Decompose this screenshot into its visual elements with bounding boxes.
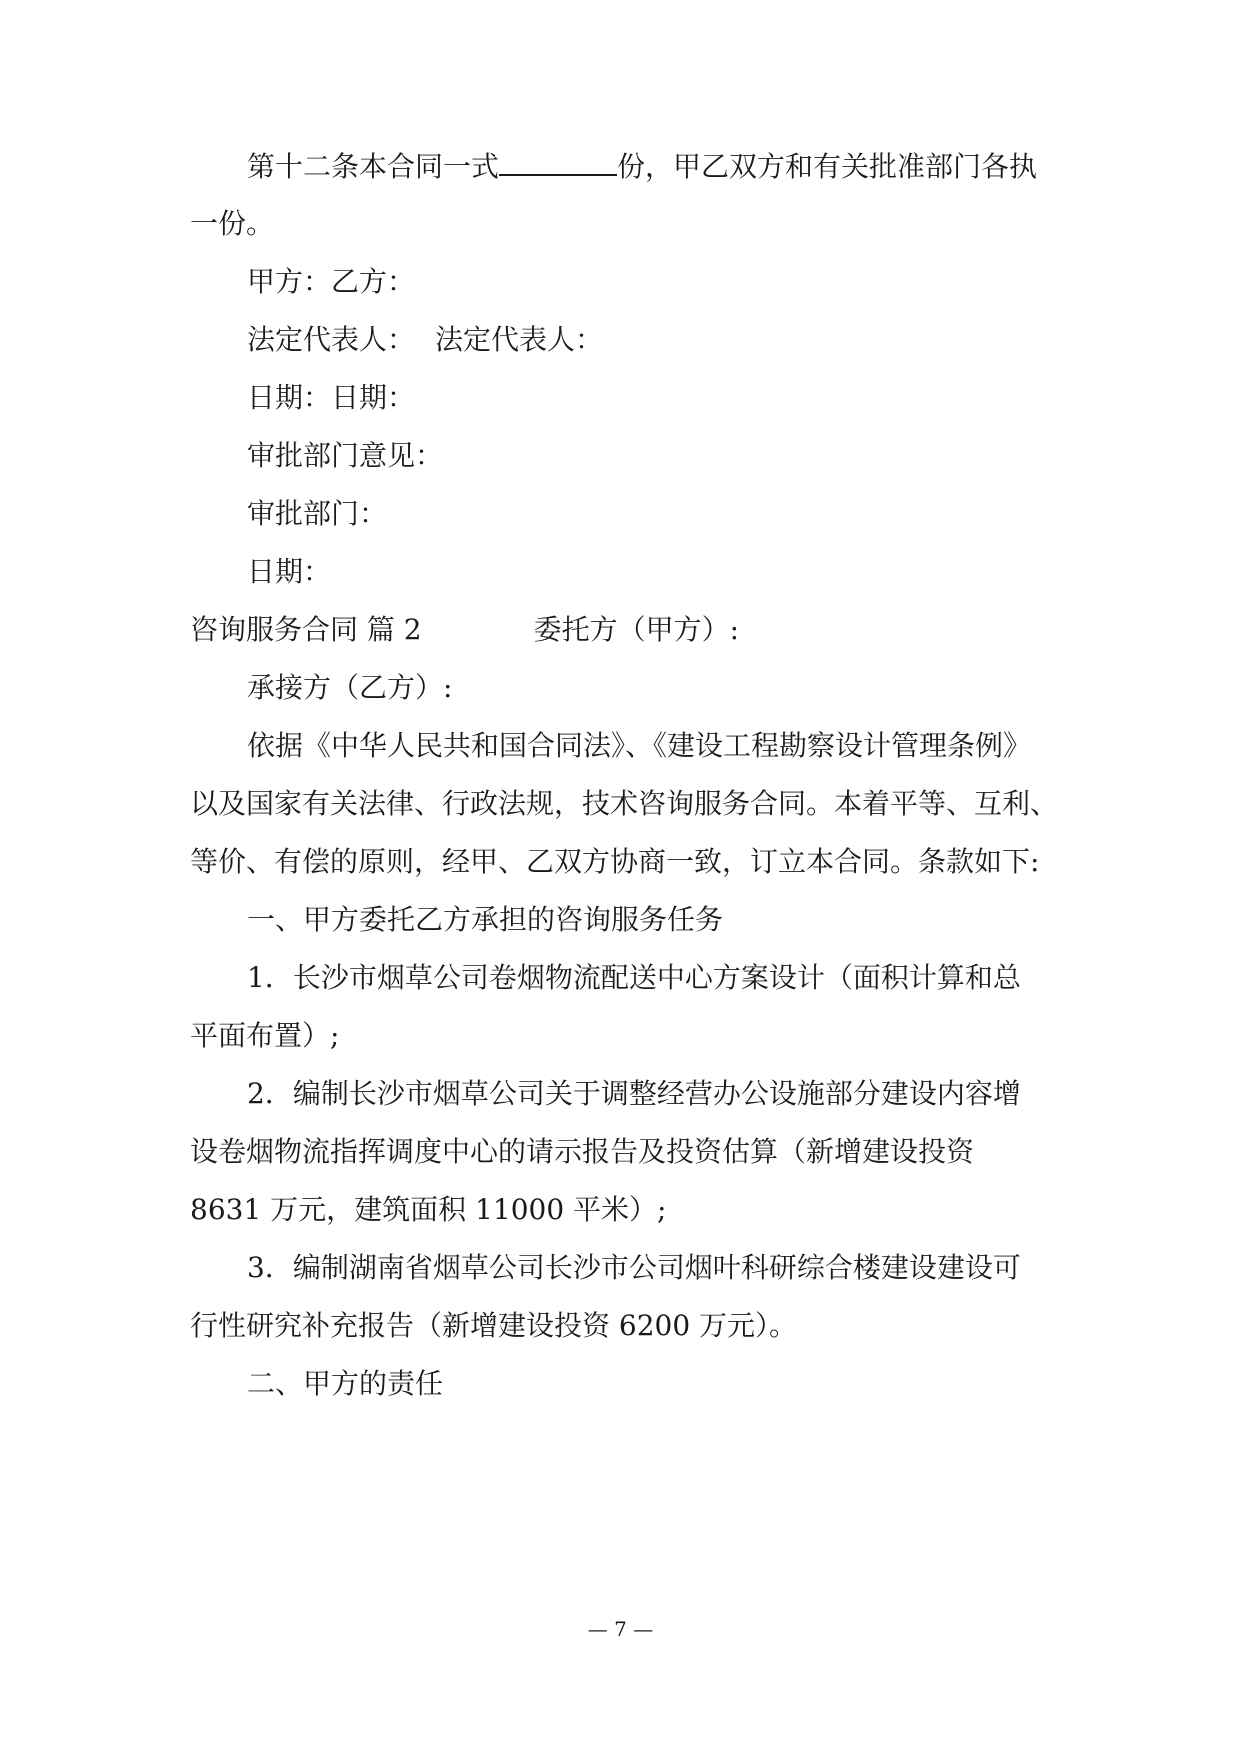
signature-representatives — [247, 322, 603, 358]
approval-date: 日期： — [247, 555, 332, 588]
rep-party-b: 法定代表人： — [435, 323, 604, 356]
item-2-line-3: 8631 万元，建筑面积 11000 平米）; — [190, 1193, 667, 1226]
item-2-line-2: 设卷烟物流指挥调度中心的请示报告及投资估算（新增建设投资 — [190, 1135, 975, 1168]
item-1-line-1: 1．长沙市烟草公司卷烟物流配送中心方案设计（面积计算和总 — [247, 961, 1021, 994]
item-2-line-1: 2．编制长沙市烟草公司关于调整经营办公设施部分建设内容增 — [247, 1077, 1021, 1110]
contract-2-title: 咨询服务合同 篇 2 — [190, 613, 422, 646]
clause-12-text-b: 份，甲乙双方和有关批准部门各执 — [617, 150, 1038, 183]
basis-line-1: 依据《中华人民共和国合同法》、《建设工程勘察设计管理条例》 — [247, 729, 1032, 762]
clause-12-line-2: 一份。 — [190, 207, 275, 240]
item-3-line-2: 行性研究补充报告（新增建设投资 6200 万元）。 — [190, 1309, 798, 1342]
item-3-line-1: 3．编制湖南省烟草公司长沙市公司烟叶科研综合楼建设建设可 — [247, 1251, 1021, 1284]
contract-2-header — [190, 612, 739, 648]
clause-12-line-1 — [247, 148, 1037, 185]
approval-department: 审批部门： — [247, 497, 388, 530]
rep-party-a: 法定代表人： — [247, 323, 416, 356]
copies-blank — [499, 148, 617, 176]
section-2-heading: 二、甲方的责任 — [247, 1367, 444, 1400]
signature-dates: 日期：日期： — [247, 381, 416, 414]
item-1-line-2: 平面布置）; — [190, 1019, 340, 1052]
contract-2-contractor: 承接方（乙方）: — [247, 671, 453, 704]
contract-2-client: 委托方（甲方）: — [533, 613, 740, 646]
basis-line-3: 等价、有偿的原则，经甲、乙双方协商一致，订立本合同。条款如下: — [190, 845, 1040, 878]
section-1-heading: 一、甲方委托乙方承担的咨询服务任务 — [247, 903, 724, 936]
page-number: — 7 — — [587, 1617, 654, 1641]
signature-parties: 甲方：乙方： — [247, 265, 416, 298]
basis-line-2: 以及国家有关法律、行政法规，技术咨询服务合同。本着平等、互利、 — [190, 787, 1059, 820]
approval-opinion: 审批部门意见： — [247, 439, 444, 472]
clause-12-text-a: 第十二条本合同一式 — [247, 150, 500, 183]
